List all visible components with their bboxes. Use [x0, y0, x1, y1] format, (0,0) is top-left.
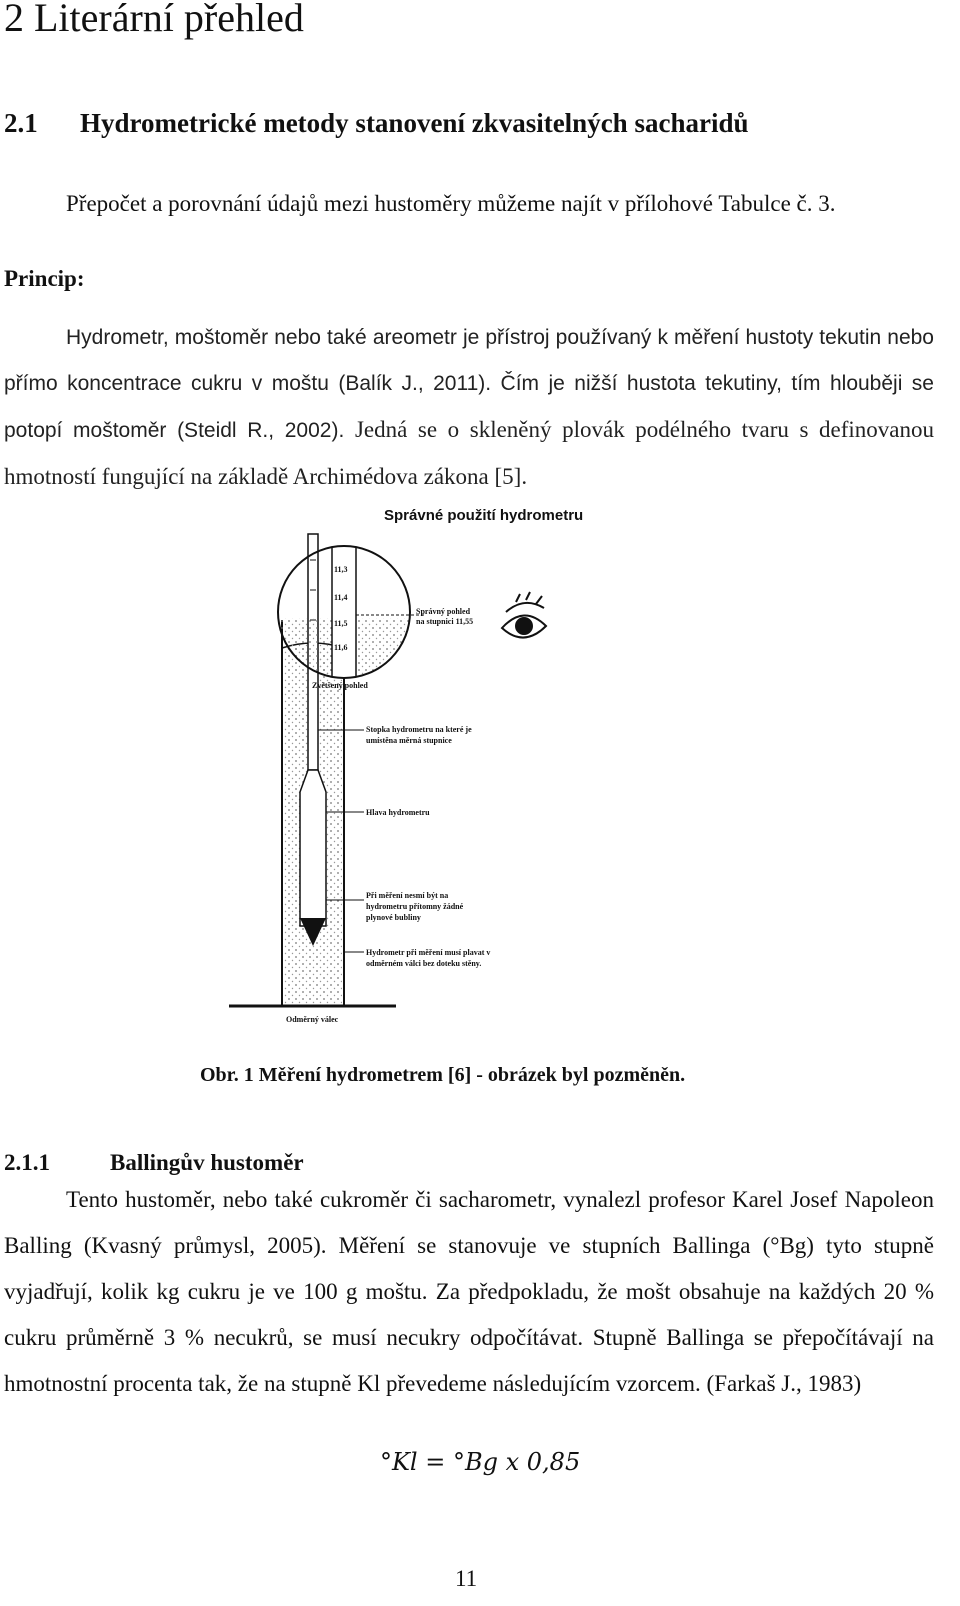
magnified-label: Zvětšený pohled: [312, 681, 368, 690]
view-note-2: na stupnici 11,55: [416, 617, 474, 626]
label-float-2: odměrném válci bez doteku stěny.: [366, 959, 482, 968]
principle-label: Princip:: [4, 266, 85, 291]
page-number: 11: [455, 1566, 478, 1591]
figure-title: Správné použití hydrometru: [384, 507, 584, 524]
intro-text: Přepočet a porovnání údajů mezi hustoměry můžeme najít v přílohové Tabulce č. 3.: [66, 191, 836, 216]
label-head: Hlava hydrometru: [366, 808, 430, 817]
formula: [380, 1448, 580, 1476]
eye-icon: [502, 592, 546, 638]
intro-paragraph: [4, 181, 934, 227]
chapter-heading: 2 Literární přehled: [4, 0, 304, 40]
formula-right: °Bg x 0,85: [452, 1448, 581, 1476]
label-float-1: Hydrometr při měření musí plavat v: [366, 948, 491, 957]
section-title: Hydrometrické metody stanovení zkvasitelných sacharidů: [80, 108, 749, 138]
section-heading: [4, 106, 748, 140]
subsection-heading: [4, 1148, 304, 1178]
scale-3: 11,5: [334, 619, 348, 628]
section-number: 2.1: [4, 108, 38, 138]
principle-text-a: Hydrometr, moštoměr nebo také areometr je přístroj používaný k měření hustoty tekutin nebo přímo koncentrace cukru v moštu (Balík J., 2011). Čím je nižší hustota tekutiny, tím hlouběji se potopí moštoměr (Steidl R., 2002).: [4, 326, 934, 442]
label-cylinder: Odměrný válec: [286, 1015, 339, 1024]
principle-text-b: Jedná se o skleněný plovák podélného tvaru s definovanou hmotností fungující na základě Archimédova zákona [5].: [4, 417, 934, 489]
scale-2: 11,4: [334, 593, 348, 602]
label-bubbles-1: Při měření nesmí být na: [366, 891, 449, 900]
figure-caption: Obr. 1 Měření hydrometrem [6] - obrázek byl pozměněn.: [200, 1064, 686, 1086]
hydrometer-figure: [224, 500, 744, 1040]
label-stem-1: Stopka hydrometru na které je: [366, 725, 472, 734]
scale-4: 11,6: [334, 643, 348, 652]
formula-eq: =: [417, 1448, 453, 1476]
formula-left: °Kl: [380, 1448, 418, 1476]
label-stem-2: umístěna měrná stupnice: [366, 736, 452, 745]
view-note-1: Správný pohled: [416, 607, 471, 616]
scale-1: 11,3: [334, 565, 348, 574]
subsection-number: 2.1.1: [4, 1150, 50, 1175]
label-bubbles-2: hydrometru přítomny žádné: [366, 902, 464, 911]
principle-paragraph: [4, 315, 934, 501]
balling-paragraph: [4, 1177, 934, 1407]
label-bubbles-3: plynové bubliny: [366, 913, 421, 922]
subsection-title: Ballingův hustoměr: [110, 1150, 304, 1175]
balling-text: Tento hustoměr, nebo také cukroměr či sacharometr, vynalezl profesor Karel Josef Napoleon Balling (Kvasný průmysl, 2005). Měření se stanovuje ve stupních Ballinga (°Bg) tyto stupně vyjadřují, kolik kg cukru je ve 100 g moštu. Za předpokladu, že mošt obsahuje na každých 20 % cukru průměrně 3 % necukrů, se musí necukry odpočítávat. Stupně Ballinga se přepočítávají na hmotnostní procenta tak, že na stupně Kl převedeme následujícím vzorcem. (Farkaš J., 1983): [4, 1187, 934, 1396]
